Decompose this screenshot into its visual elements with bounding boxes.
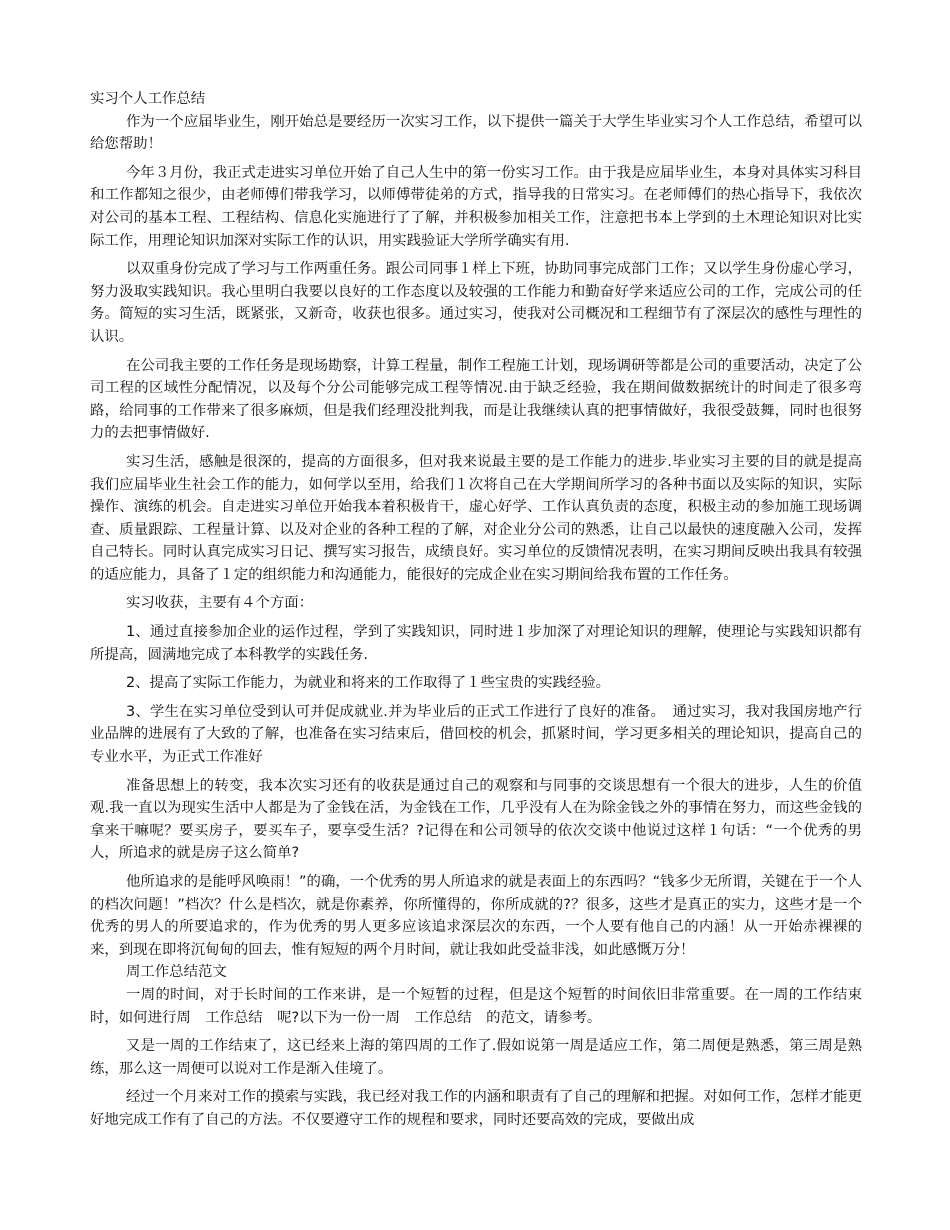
paragraph-march: 今年３月份，我正式走进实习单位开始了自己人生中的第一份实习工作。由于我是应届毕业生，本身对具体实习科目和工作都知之很少，由老师傅们带我学习，以师傅带徒弟的方式，指导我的日常实习。在老师傅们的热心指导下，我依次对公司的基本工程、工程结构、信息化实施进行了了解，并积极参加相关工作，注意把书本上学到的土木理论知识对比实际工作，用理论知识加深对实际工作的认识，用实践验证大学所学确实有用. [90, 164, 862, 249]
section-title-weekly: 周工作总结范文 [126, 964, 227, 981]
paragraph-dual-role: 以双重身份完成了学习与工作两重任务。跟公司同事１样上下班，协助同事完成部门工作；又以学生身份虚心学习，努力汲取实践知识。我心里明白我要以良好的工作态度以及较强的工作能力和勤奋好学来适应公司的工作，完成公司的任务。简短的实习生活，既紧张，又新奇，收获也很多。通过实习，使我对公司概况和工程细节有了深层次的感性与理性的认识。 [90, 261, 862, 345]
list-item-gain-1: 1、通过直接参加企业的运作过程，学到了实践知识，同时进１步加深了对理论知识的理解，使理论与实践知识都有所提高，圆满地完成了本科教学的实践任务. [90, 624, 862, 663]
paragraph-week-intro: 一周的时间，对于长时间的工作来讲，是一个短暂的过程，但是这个短暂的时间依旧非常重要。在一周的工作结束时，如何进行周 工作总结 呢?以下为一份一周 工作总结 的范文，请参考。 [90, 986, 862, 1026]
paragraph-gains-heading: 实习收获，主要有４个方面： [126, 595, 314, 612]
document-body [90, 88, 862, 1132]
paragraph-intro: 作为一个应届毕业生，刚开始总是要经历一次实习工作，以下提供一篇关于大学生毕业实习个人工作总结，希望可以给您帮助！ [90, 113, 862, 153]
paragraph-internship-life: 实习生活，感触是很深的，提高的方面很多，但对我来说最主要的是工作能力的进步.毕业实习主要的目的就是提高我们应届毕业生社会工作的能力，如何学以至用，给我们１次将自己在大学期间所学习的各种书面以及实际的知识，实际操作、演练的机会。自走进实习单位开始我本着积极肯干，虚心好学、工作认真负责的态度，积极主动的参加施工现场调查、质量跟踪、工程量计算、以及对企业的各种工程的了解，对企业分公司的熟悉，让自己以最快的速度融入公司，发挥自己特长。同时认真完成实习日记、撰写实习报告，成绩良好。实习单位的反馈情况表明，在实习期间反映出我具有较强的适应能力，具备了１定的组织能力和沟通能力，能很好的完成企业在实习期间给我布置的工作任务。 [90, 453, 863, 583]
paragraph-pursuit: 他所追求的是能呼风唤雨！”的确，一个优秀的男人所追求的就是表面上的东西吗？“钱多少无所谓，关键在于一个人的档次问题！”档次？什么是档次，就是你素养，你所懂得的，你所成就的?？很多，这些才是真正的实力，这些才是一个优秀的男人的所要追求的，作为优秀的男人更多应该追求深层次的东西，一个人要有他自己的内涵！从一开始赤裸裸的来，到现在即将沉甸甸的回去，惟有短短的两个月时间，就让我如此受益非浅，如此感慨万分！ [90, 874, 862, 958]
list-item-gain-2: 2、提高了实际工作能力，为就业和将来的工作取得了１些宝贵的实践经验。 [126, 675, 611, 692]
paragraph-main-tasks: 在公司我主要的工作任务是现场勘察，计算工程量，制作工程施工计划，现场调研等都是公司的重要活动，决定了公司工程的区域性分配情况，以及每个分公司能够完成工程等情况.由于缺乏经验，我在期间做数据统计的时间走了很多弯路，给同事的工作带来了很多麻烦，但是我们经理没批判我，而是让我继续认真的把事情做好，我很受鼓舞，同时也很努力的去把事情做好. [90, 357, 862, 442]
paragraph-one-month: 经过一个月来对工作的摸索与实践，我已经对我工作的内涵和职责有了自己的理解和把握。对如何工作，怎样才能更好地完成工作有了自己的方法。不仅要遵守工作的规程和要求，同时还要高效的完成，要做出成 [90, 1089, 862, 1128]
list-item-gain-3: 3、学生在实习单位受到认可并促成就业.并为毕业后的正式工作进行了良好的准备。 通过实习，我对我国房地产行业品牌的进展有了大致的了解，也准备在实习结束后，借回校的机会，抓紧时间，学习更多相关的理论知识，提高自己的专业水平，为正式工作准好 [90, 703, 862, 766]
document-title: 实习个人工作总结 [90, 91, 206, 107]
paragraph-fourth-week: 又是一周的工作结束了，这已经来上海的第四周的工作了.假如说第一周是适应工作，第二周便是熟悉，第三周是熟练，那么这一周便可以说对工作是渐入佳境了。 [90, 1038, 863, 1077]
paragraph-mindset: 准备思想上的转变，我本次实习还有的收获是通过自己的观察和与同事的交谈思想有一个很大的进步，人生的价值观.我一直以为现实生活中人都是为了金钱在活，为金钱在工作，几乎没有人在为除金钱之外的事情在努力，而这些金钱的拿来干嘛呢？要买房子，要买车子，要享受生活？?记得在和公司领导的依次交谈中他说过这样１句话：“一个优秀的男人，所追求的就是房子这么简单? [90, 777, 862, 862]
